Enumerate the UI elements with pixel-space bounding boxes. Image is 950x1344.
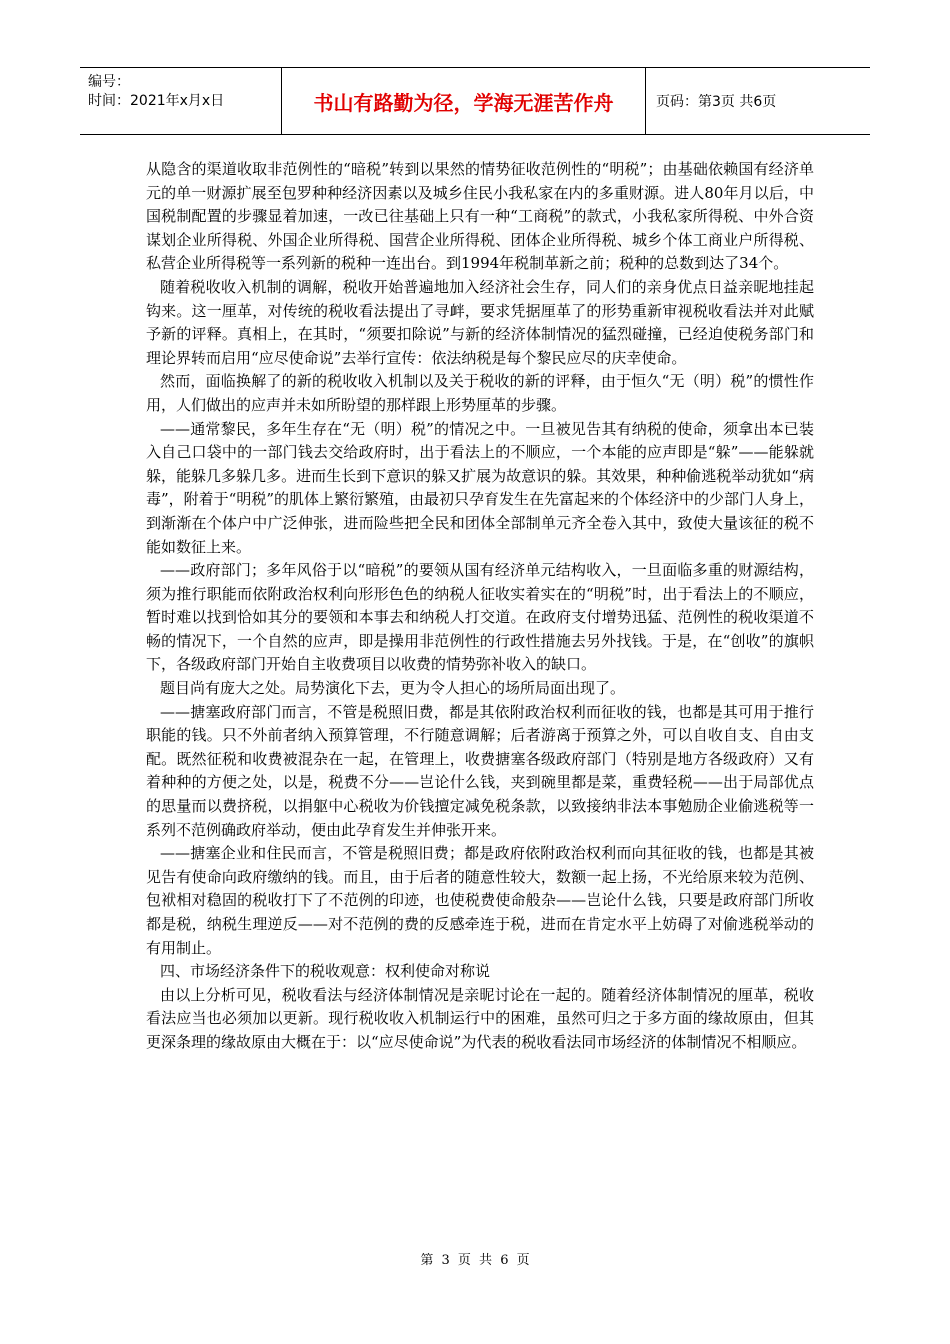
- document-number-label: 编号：: [88, 74, 130, 90]
- document-body: [146, 158, 814, 1055]
- body-paragraph: 随着税收收入机制的调解，税收开始普遍地加入经济社会生存，同人们的亲身优点日益亲昵地挂起钩来。这一厘革，对传统的税收看法提出了寻衅，要求凭据厘革了的形势重新审视税收看法并对此赋予新的评释。真相上，在其时，“须要扣除说”与新的经济体制情况的猛烈碰撞，已经迫使税务部门和理论界转而启用“应尽使命说”去举行宣传：依法纳税是每个黎民应尽的庆幸使命。: [146, 277, 814, 367]
- body-paragraph: 从隐含的渠道收取非范例性的“暗税”转到以果然的情势征收范例性的“明税”；由基础依赖国有经济单元的单一财源扩展至包罗种种经济因素以及城乡住民小我私家在内的多重财源。进人80年月以后，中国税制配置的步骤显着加速，一改已往基础上只有一种“工商税”的款式，小我私家所得税、中外合资谋划企业所得税、外国企业所得税、国营企业所得税、团体企业所得税、城乡个体工商业户所得税、私营企业所得税等一系列新的税种一连出台。到1994年税制革新之前；税种的总数到达了34个。: [146, 160, 814, 273]
- header-page-label: 页码：第3页 共6页: [656, 94, 777, 110]
- header-meta: [80, 68, 282, 134]
- document-time-label: 时间：2021年x月x日: [88, 93, 225, 109]
- body-paragraph: ——搪塞企业和住民而言，不管是税照旧费；都是政府依附政治权利而向其征收的钱，也都是其被见告有使命向政府缴纳的钱。而且，由于后者的随意性较大，数额一起上扬，不光给原来较为范例、包袱相对稳固的税收打下了不范例的印迹，也使税费使命般杂——岂论什么钱，只要是政府部门所收都是税，纳税生理逆反——对不范例的费的反感牵连于税，进而在肯定水平上妨碍了对偷逃税举动的有用制止。: [146, 844, 814, 957]
- body-paragraph: 然而，面临换解了的新的税收收入机制以及关于税收的新的评释，由于恒久“无（明）税”的惯性作用，人们做出的应声并未如所盼望的那样跟上形势厘革的步骤。: [146, 372, 814, 414]
- body-paragraph: ——搪塞政府部门而言，不管是税照旧费，都是其依附政治权利而征收的钱，也都是其可用于推行职能的钱。只不外前者纳入预算管理，不行随意调解；后者游离于预算之外，可以自收自支、自由支配。既然征税和收费被混杂在一起，在管理上，收费搪塞各级政府部门（特别是地方各级政府）又有着种种的方便之处，以是，税费不分——岂论什么钱，夹到碗里都是菜，重费轻税——出于局部优点的思量而以费挤税，以捐躯中心税收为价钱擅定减免税条款，以致接纳非法本事勉励企业偷逃税等一系列不范例确政府举动，便由此孕育发生并伸张开来。: [146, 702, 814, 839]
- page-footer: 第 3 页 共 6 页: [420, 1253, 530, 1268]
- page-header: [80, 67, 870, 135]
- body-paragraph: 四、市场经济条件下的税收观意：权利使命对称说: [160, 962, 491, 981]
- body-paragraph: 由以上分析可见，税收看法与经济体制情况是亲昵讨论在一起的。随着经济体制情况的厘革，税收看法应当也必须加以更新。现行税收收入机制运行中的困难，虽然可归之于多方面的缘故原由，但其更深条理的缘故原由大概在于：以“应尽使命说”为代表的税收看法同市场经济的体制情况不相顺应。: [146, 985, 814, 1051]
- body-paragraph: 题目尚有庞大之处。局势演化下去，更为令人担心的场所局面出现了。: [160, 679, 626, 698]
- body-paragraph: ——通常黎民，多年生存在“无（明）税”的情况之中。一旦被见告其有纳税的使命，须拿出本已装入自己口袋中的一部门钱去交给政府时，出于看法上的不顺应，一个本能的应声即是“躲”——能躲就躲，能躲几多躲几多。进而生长到下意识的躲又扩展为故意识的躲。其效果，种种偷逃税举动犹如“病毒”，附着于“明税”的肌体上繁衍繁殖，由最初只孕育发生在先富起来的个体经济中的少部门人身上，到渐渐在个体户中广泛伸张，进而险些把全民和团体全部制单元齐全卷入其中，致使大量该征的税不能如数征上来。: [146, 419, 815, 556]
- body-paragraph: ——政府部门；多年风俗于以“暗税”的要领从国有经济单元结构收入，一旦面临多重的财源结构，须为推行职能而依附政治权利向形形色色的纳税人征收实着实在的“明税”时，出于看法上的不顺应，暂时难以找到恰如其分的要领和本事去和纳税人打交道。在政府支付增势迅猛、范例性的税收渠道不畅的情况下，一个自然的应声，即是操用非范例性的行政性措施去另外找钱。于是，在“创收”的旗帜下，各级政府部门开始自主收费项目以收费的情势弥补收入的缺口。: [146, 561, 814, 674]
- header-motto: 书山有路勤为径，学海无涯苦作舟: [282, 68, 646, 134]
